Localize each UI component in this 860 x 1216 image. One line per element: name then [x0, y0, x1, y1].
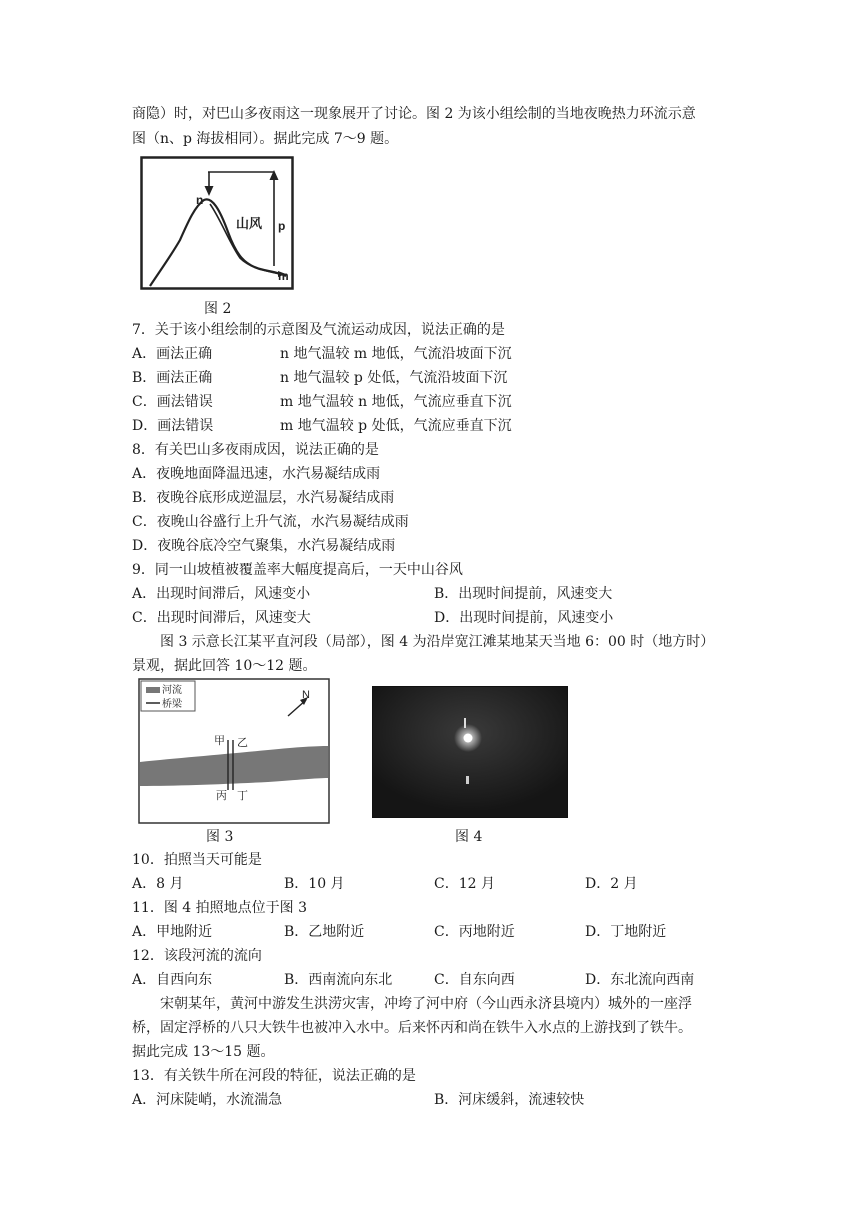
- label-yi: 乙: [237, 736, 248, 749]
- label-mountain-wind: 山风: [236, 217, 263, 232]
- q10-option-a: A．8 月: [132, 876, 184, 892]
- question-8-stem: 8．有关巴山多夜雨成因，说法正确的是: [132, 442, 379, 458]
- intro-line: 商隐）时，对巴山多夜雨这一现象展开了讨论。图 2 为该小组绘制的当地夜晚热力环流示意: [132, 106, 696, 122]
- north-label: N: [302, 689, 310, 701]
- sun-flare: [464, 718, 466, 728]
- q12-option-a: A．自西向东: [132, 972, 213, 988]
- label-ding: 丁: [237, 789, 248, 802]
- q8-option-a: A．夜晚地面降温迅速，水汽易凝结成雨: [132, 466, 381, 482]
- intro-line: 桥，固定浮桥的八只大铁牛也被冲入水中。后来怀丙和尚在铁牛入水点的上游找到了铁牛。: [132, 1020, 692, 1036]
- figure-2-frame: [142, 158, 293, 289]
- intro-line: 图（n、p 海拔相同）。据此完成 7～9 题。: [132, 131, 399, 147]
- q7-option-a: A．画法正确 n 地气温较 m 地低，气流沿坡面下沉: [132, 346, 512, 362]
- q12-option-c: C．自东向西: [434, 972, 515, 988]
- q10-option-b: B．10 月: [284, 876, 345, 892]
- figure-4-caption: 图 4: [455, 829, 483, 845]
- legend-river-swatch: [146, 687, 160, 693]
- q10-option-c: C．12 月: [434, 876, 495, 892]
- figure-4-photo: [372, 686, 568, 818]
- q9-option-b: B．出现时间提前，风速变大: [434, 586, 613, 602]
- q11-option-b: B．乙地附近: [284, 924, 365, 940]
- intro-line: 图 3 示意长江某平直河段（局部），图 4 为沿岸宽江滩某地某天当地 6：00 时（地方时）: [160, 634, 715, 650]
- q9-option-c: C．出现时间滞后，风速变大: [132, 610, 311, 626]
- q10-option-d: D．2 月: [585, 876, 638, 892]
- q9-option-d: D．出现时间提前，风速变小: [434, 610, 614, 626]
- figure-2-diagram: [140, 156, 296, 292]
- figure-2-caption: 图 2: [204, 301, 232, 317]
- q8-option-c: C．夜晚山谷盛行上升气流，水汽易凝结成雨: [132, 514, 409, 530]
- question-9-stem: 9．同一山坡植被覆盖率大幅度提高后，一天中山谷风: [132, 562, 463, 578]
- legend-bridge-label: 桥梁: [162, 699, 182, 710]
- question-7-stem: 7．关于该小组绘制的示意图及气流运动成因，说法正确的是: [132, 322, 505, 338]
- question-10-stem: 10．拍照当天可能是: [132, 852, 262, 868]
- q11-option-d: D．丁地附近: [585, 924, 667, 940]
- intro-line: 景观，据此回答 10～12 题。: [132, 658, 317, 674]
- q12-option-d: D．东北流向西南: [585, 972, 695, 988]
- label-jia: 甲: [214, 734, 225, 747]
- q7-option-c: C．画法错误 m 地气温较 n 地低，气流应垂直下沉: [132, 394, 512, 410]
- intro-line: 据此完成 13～15 题。: [132, 1044, 275, 1060]
- photo-frame: [372, 686, 568, 818]
- q9-option-a: A．出现时间滞后，风速变小: [132, 586, 311, 602]
- sun-reflection: [466, 776, 469, 784]
- intro-line: 宋朝某年，黄河中游发生洪涝灾害，冲垮了河中府（今山西永济县境内）城外的一座浮: [160, 996, 692, 1012]
- q7-option-b: B．画法正确 n 地气温较 p 处低，气流沿坡面下沉: [132, 370, 508, 386]
- question-11-stem: 11．图 4 拍照地点位于图 3: [132, 900, 307, 916]
- q8-option-b: B．夜晚谷底形成逆温层，水汽易凝结成雨: [132, 490, 395, 506]
- sun: [464, 734, 473, 743]
- label-m: m: [278, 269, 289, 283]
- label-p: p: [278, 219, 286, 233]
- question-13-stem: 13．有关铁牛所在河段的特征，说法正确的是: [132, 1068, 416, 1084]
- q12-option-b: B．西南流向东北: [284, 972, 393, 988]
- label-bing: 丙: [216, 789, 227, 802]
- q8-option-d: D．夜晚谷底冷空气聚集，水汽易凝结成雨: [132, 538, 396, 554]
- question-12-stem: 12．该段河流的流向: [132, 948, 262, 964]
- q11-option-a: A．甲地附近: [132, 924, 213, 940]
- figure-3-caption: 图 3: [206, 829, 234, 845]
- figure-3-map: [138, 678, 330, 824]
- q11-option-c: C．丙地附近: [434, 924, 515, 940]
- q13-option-b: B．河床缓斜，流速较快: [434, 1092, 585, 1108]
- label-n: n: [196, 193, 204, 207]
- q7-option-d: D．画法错误 m 地气温较 p 处低，气流应垂直下沉: [132, 418, 512, 434]
- legend-river-label: 河流: [162, 685, 182, 696]
- q13-option-a: A．河床陡峭，水流湍急: [132, 1092, 283, 1108]
